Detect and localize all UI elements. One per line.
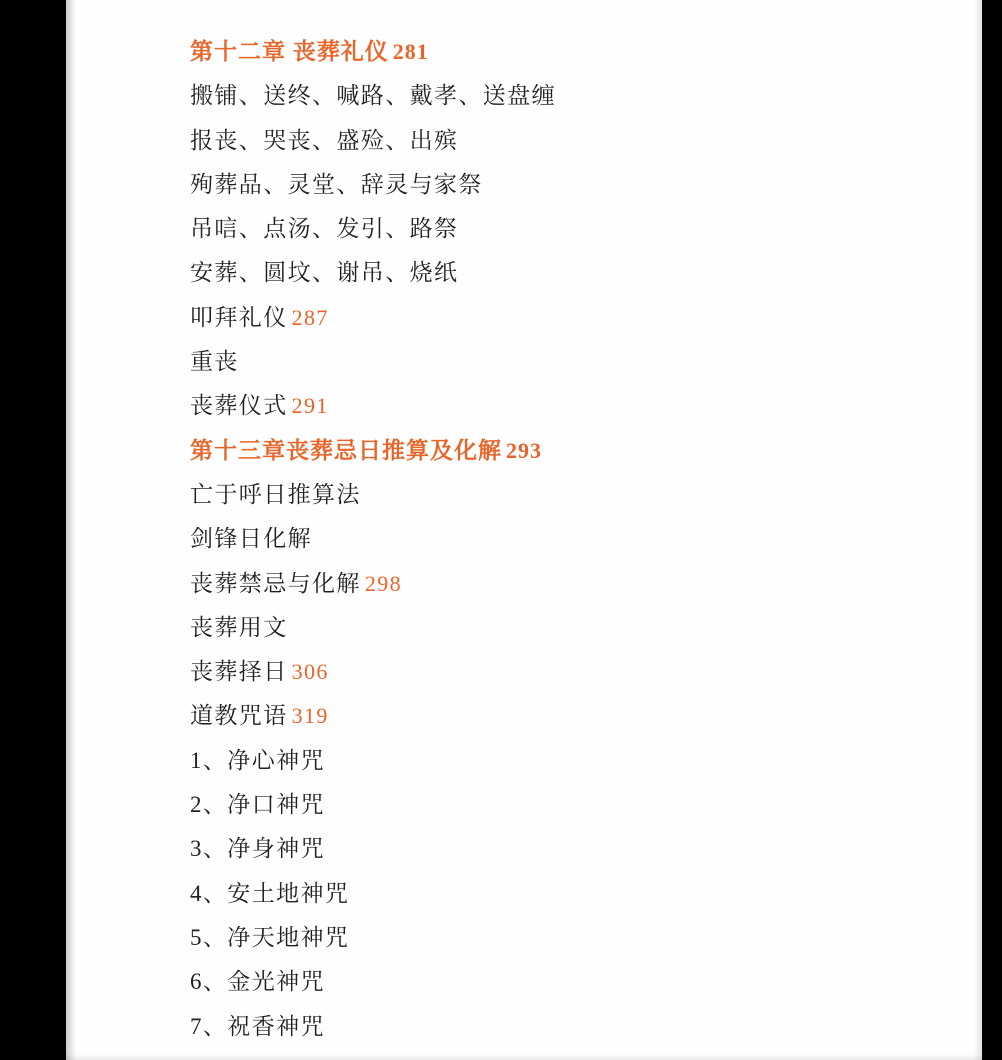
- table-of-contents-list: [190, 30, 890, 1049]
- toc-entry: [190, 872, 890, 916]
- toc-entry-title: 3、净身神咒: [190, 836, 325, 862]
- toc-entry: [190, 1005, 890, 1049]
- toc-entry-title: 殉葬品、灵堂、辞灵与家祭: [190, 171, 483, 197]
- toc-entry-page: [483, 172, 487, 197]
- toc-entry-title: 7、祝香神咒: [190, 1013, 325, 1039]
- toc-entry: [190, 916, 890, 960]
- document-page: [66, 0, 982, 1060]
- toc-entry: [190, 296, 890, 340]
- toc-entry-page: 291: [291, 393, 329, 419]
- toc-entry-page: [458, 260, 462, 285]
- toc-entry-title: 剑锋日化解: [190, 526, 312, 552]
- toc-entry: [190, 251, 890, 295]
- toc-entry-page: [239, 349, 243, 374]
- page-edge-shadow-right: [974, 0, 982, 1060]
- page-edge-shadow-bottom: [66, 1054, 982, 1060]
- toc-entry: [190, 783, 890, 827]
- toc-entry-page: [325, 1014, 329, 1039]
- toc-entry-page: [325, 969, 329, 994]
- toc-entry: [190, 340, 890, 384]
- toc-entry-page: [325, 836, 329, 861]
- toc-entry: [190, 384, 890, 428]
- toc-entry-title: 吊唁、点汤、发引、路祭: [190, 216, 459, 242]
- toc-entry-page: [325, 792, 329, 817]
- toc-entry-page: [325, 748, 329, 773]
- toc-chapter-heading: [190, 429, 890, 473]
- toc-entry: [190, 119, 890, 163]
- toc-entry: [190, 163, 890, 207]
- toc-entry-page: 287: [291, 304, 329, 330]
- toc-entry-page: [349, 925, 353, 950]
- toc-entry-title: 第十三章丧葬忌日推算及化解: [190, 437, 502, 463]
- toc-entry-title: 重丧: [190, 349, 239, 375]
- toc-entry-page: [312, 526, 316, 551]
- toc-entry-page: 319: [291, 703, 329, 729]
- toc-entry-title: 道教咒语: [190, 703, 288, 729]
- toc-entry-title: 报丧、哭丧、盛殓、出殡: [190, 127, 459, 153]
- toc-entry-title: 4、安土地神咒: [190, 880, 350, 906]
- toc-entry-title: 亡于呼日推算法: [190, 481, 361, 507]
- toc-entry-page: [556, 83, 560, 108]
- toc-entry: [190, 694, 890, 738]
- toc-entry-title: 丧葬仪式: [190, 393, 288, 419]
- toc-entry-title: 叩拜礼仪: [190, 304, 288, 330]
- toc-chapter-heading: [190, 30, 890, 74]
- toc-entry: [190, 517, 890, 561]
- toc-entry-page: [458, 216, 462, 241]
- toc-entry-title: 丧葬禁忌与化解: [190, 570, 361, 596]
- toc-entry-page: 281: [392, 39, 429, 64]
- toc-entry-page: [361, 482, 365, 507]
- toc-entry-title: 5、净天地神咒: [190, 924, 350, 950]
- toc-entry: [190, 960, 890, 1004]
- toc-entry-title: 1、净心神咒: [190, 747, 325, 773]
- toc-entry: [190, 74, 890, 118]
- toc-entry-page: 293: [506, 437, 542, 463]
- toc-entry: [190, 207, 890, 251]
- toc-entry-page: 298: [364, 570, 403, 596]
- toc-entry: [190, 827, 890, 871]
- toc-entry: [190, 562, 890, 606]
- toc-entry: [190, 650, 890, 694]
- toc-entry-title: 安葬、圆坟、谢吊、烧纸: [190, 260, 459, 286]
- toc-entry-title: 丧葬择日: [190, 659, 288, 685]
- toc-entry: [190, 739, 890, 783]
- toc-entry-title: 丧葬用文: [190, 614, 288, 640]
- page-edge-shadow-left: [66, 0, 76, 1060]
- toc-entry-title: 2、净口神咒: [190, 792, 325, 818]
- toc-entry: [190, 606, 890, 650]
- toc-entry-title: 第十二章 丧葬礼仪: [190, 39, 389, 64]
- toc-entry-page: [458, 128, 462, 153]
- toc-entry-page: 306: [291, 659, 329, 685]
- toc-entry-page: [349, 881, 353, 906]
- toc-entry-title: 6、金光神咒: [190, 969, 325, 995]
- toc-entry-title: 搬铺、送终、喊路、戴孝、送盘缠: [190, 83, 556, 109]
- toc-entry-page: [288, 615, 292, 640]
- toc-entry: [190, 473, 890, 517]
